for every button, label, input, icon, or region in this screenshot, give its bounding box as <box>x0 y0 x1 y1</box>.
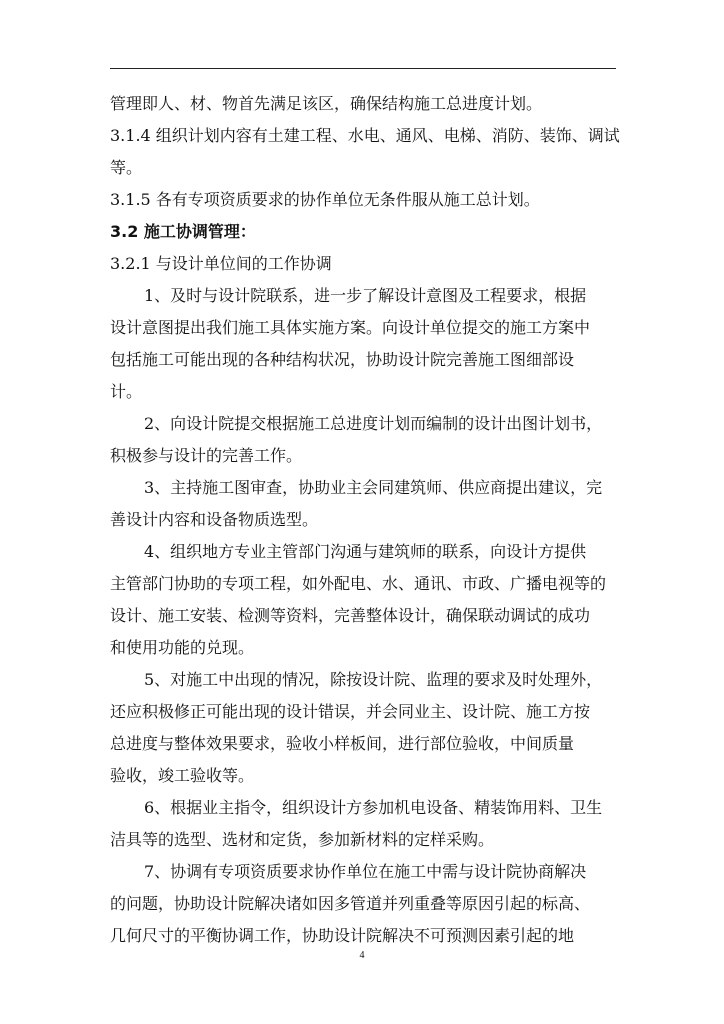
text-line: 计。 <box>110 382 143 401</box>
section-3-1-5: 3.1.5 各有专项资质要求的协作单位无条件服从施工总计划。 <box>110 190 540 209</box>
text-line: 主管部门协助的专项工程，如外配电、水、通讯、市政、广播电视等的 <box>110 574 607 593</box>
text-line: 和使用功能的兑现。 <box>110 638 255 657</box>
section-heading-3-2: 3.2 施工协调管理： <box>110 222 256 241</box>
text-line: 的问题，协助设计院解决诸如因多管道并列重叠等原因引起的标高、 <box>110 894 591 913</box>
text-line: 等。 <box>110 158 143 177</box>
text-line: 管理即人、材、物首先满足该区，确保结构施工总进度计划。 <box>110 94 543 113</box>
text-line: 设计意图提出我们施工具体实施方案。向设计单位提交的施工方案中 <box>110 318 591 337</box>
paragraph-6-start: 6、根据业主指令，组织设计方参加机电设备、精装饰用料、卫生 <box>144 798 603 817</box>
document-body <box>110 88 620 952</box>
paragraph-7-start: 7、协调有专项资质要求协作单位在施工中需与设计院协商解决 <box>144 862 587 881</box>
text-line: 总进度与整体效果要求，验收小样板间，进行部位验收，中间质量 <box>110 734 575 753</box>
paragraph-5-start: 5、对施工中出现的情况，除按设计院、监理的要求及时处理外， <box>144 670 603 689</box>
text-line: 包括施工可能出现的各种结构状况，协助设计院完善施工图细部设 <box>110 350 575 369</box>
paragraph-3-start: 3、主持施工图审查，协助业主会同建筑师、供应商提出建议，完 <box>144 478 603 497</box>
text-line: 几何尺寸的平衡协调工作，协助设计院解决不可预测因素引起的地 <box>110 926 575 945</box>
text-line: 还应积极修正可能出现的设计错误，并会同业主、设计院、施工方按 <box>110 702 591 721</box>
paragraph-1-start: 1、及时与设计院联系，进一步了解设计意图及工程要求，根据 <box>144 286 587 305</box>
page-number: 4 <box>359 950 365 961</box>
text-line: 设计、施工安装、检测等资料，完善整体设计，确保联动调试的成功 <box>110 606 591 625</box>
subsection-heading-3-2-1: 3.2.1 与设计单位间的工作协调 <box>110 254 332 273</box>
paragraph-2-start: 2、向设计院提交根据施工总进度计划而编制的设计出图计划书， <box>144 414 603 433</box>
text-line: 洁具等的选型、选材和定货，参加新材料的定样采购。 <box>110 830 495 849</box>
text-line: 验收，竣工验收等。 <box>110 766 255 785</box>
text-line: 善设计内容和设备物质选型。 <box>110 510 319 529</box>
text-line: 积极参与设计的完善工作。 <box>110 446 303 465</box>
header-rule <box>110 68 616 69</box>
section-3-1-4: 3.1.4 组织计划内容有土建工程、水电、通风、电梯、消防、装饰、调试 <box>110 126 620 145</box>
paragraph-4-start: 4、组织地方专业主管部门沟通与建筑师的联系，向设计方提供 <box>144 542 587 561</box>
